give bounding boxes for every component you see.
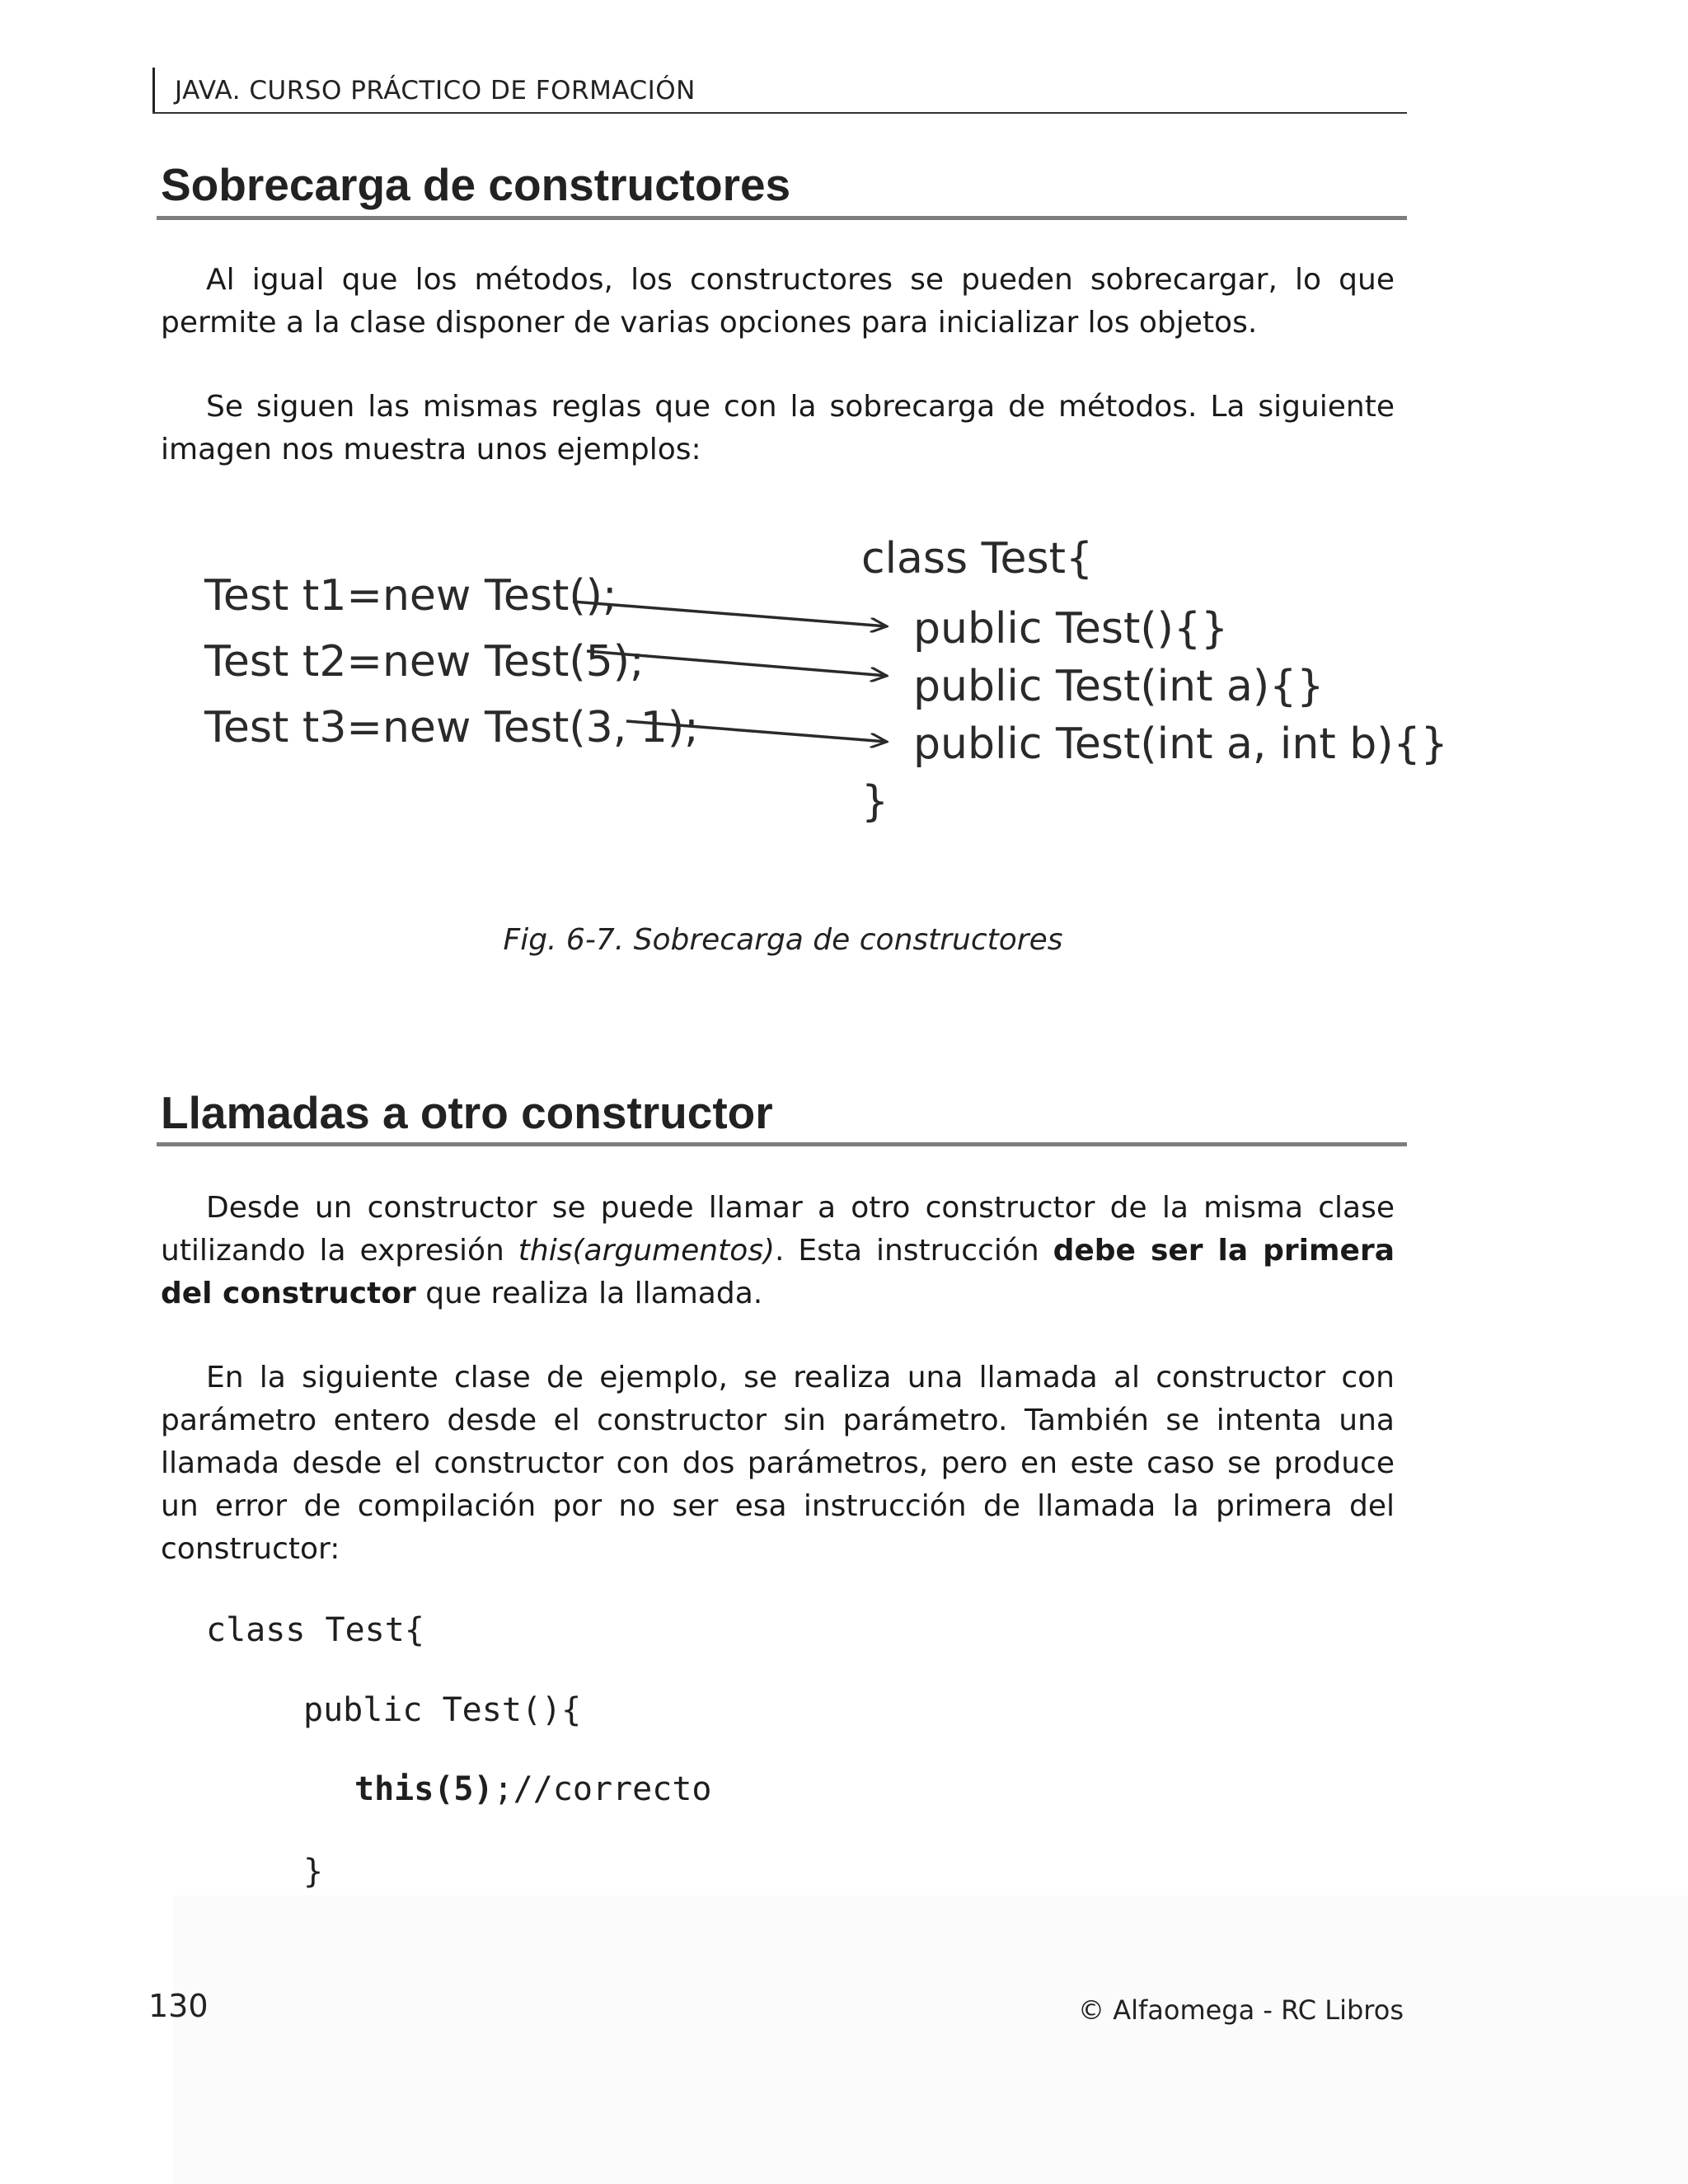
p3-italic: this(argumentos) [518, 1234, 776, 1268]
call-t2: Test t2=new Test(5); [204, 637, 645, 687]
code-line-class: class Test{ [206, 1611, 424, 1649]
code-line-close-brace: } [303, 1853, 324, 1891]
section-rule-2 [157, 1142, 1407, 1146]
running-header: JAVA. CURSO PRÁCTICO DE FORMACIÓN [175, 76, 696, 105]
header-vertical-bar [152, 68, 155, 114]
p3-bold: debe ser la primera del constructor [161, 1234, 1395, 1310]
constructor-no-args: public Test(){} [913, 604, 1229, 654]
section-title-overloading: Sobrecarga de constructores [161, 159, 791, 210]
section-rule-1 [157, 216, 1407, 220]
p3-text-b: . Esta instrucción [775, 1234, 1053, 1268]
figure-caption: Fig. 6-7. Sobrecarga de constructores [503, 923, 1063, 957]
paragraph-2: Se siguen las mismas reglas que con la sobrecarga de métodos. La siguiente imagen nos muestra unos ejemplos: [161, 390, 1395, 466]
call-t1: Test t1=new Test(); [204, 571, 617, 621]
code-this-call: this(5) [354, 1770, 494, 1808]
constructor-one-arg: public Test(int a){} [913, 662, 1325, 711]
constructor-overload-figure [198, 534, 1448, 841]
class-close: } [861, 777, 889, 827]
figure-diagram [198, 534, 1448, 841]
arrow-t1 [573, 602, 887, 626]
footer-copyright: © Alfaomega - RC Libros [1078, 1994, 1404, 2026]
class-open: class Test{ [861, 534, 1094, 583]
p3-text-c: que realiza la llamada. [415, 1277, 763, 1310]
call-t3: Test t3=new Test(3, 1); [204, 703, 699, 752]
paragraph-4: En la siguiente clase de ejemplo, se realiza una llamada al constructor con parámetro entero desde el constructor sin parámetro. También se intenta una llamada desde el constructor con dos parámetros, pero en este caso se produce un error de compilación por no ser esa instrucción de llamada la primera del constructor: [161, 1361, 1395, 1566]
paragraph-1: Al igual que los métodos, los constructores se pueden sobrecargar, lo que permite a la clase disponer de varias opciones para inicializar los objetos. [161, 263, 1395, 340]
constructor-two-args: public Test(int a, int b){} [913, 719, 1448, 769]
section-title-calls: Llamadas a otro constructor [161, 1087, 773, 1138]
page-background-shade [173, 1896, 1688, 2184]
code-line-this-call [354, 1770, 711, 1808]
paragraph-3 [161, 1187, 1395, 1315]
code-line-constructor: public Test(){ [303, 1691, 582, 1729]
page-number: 130 [148, 1988, 209, 2024]
code-comment: ;//correcto [493, 1770, 712, 1808]
header-rule [152, 112, 1407, 114]
p3-text-a: Desde un constructor se puede llamar a otro constructor de la misma clase utilizando la expresión [161, 1191, 1395, 1268]
